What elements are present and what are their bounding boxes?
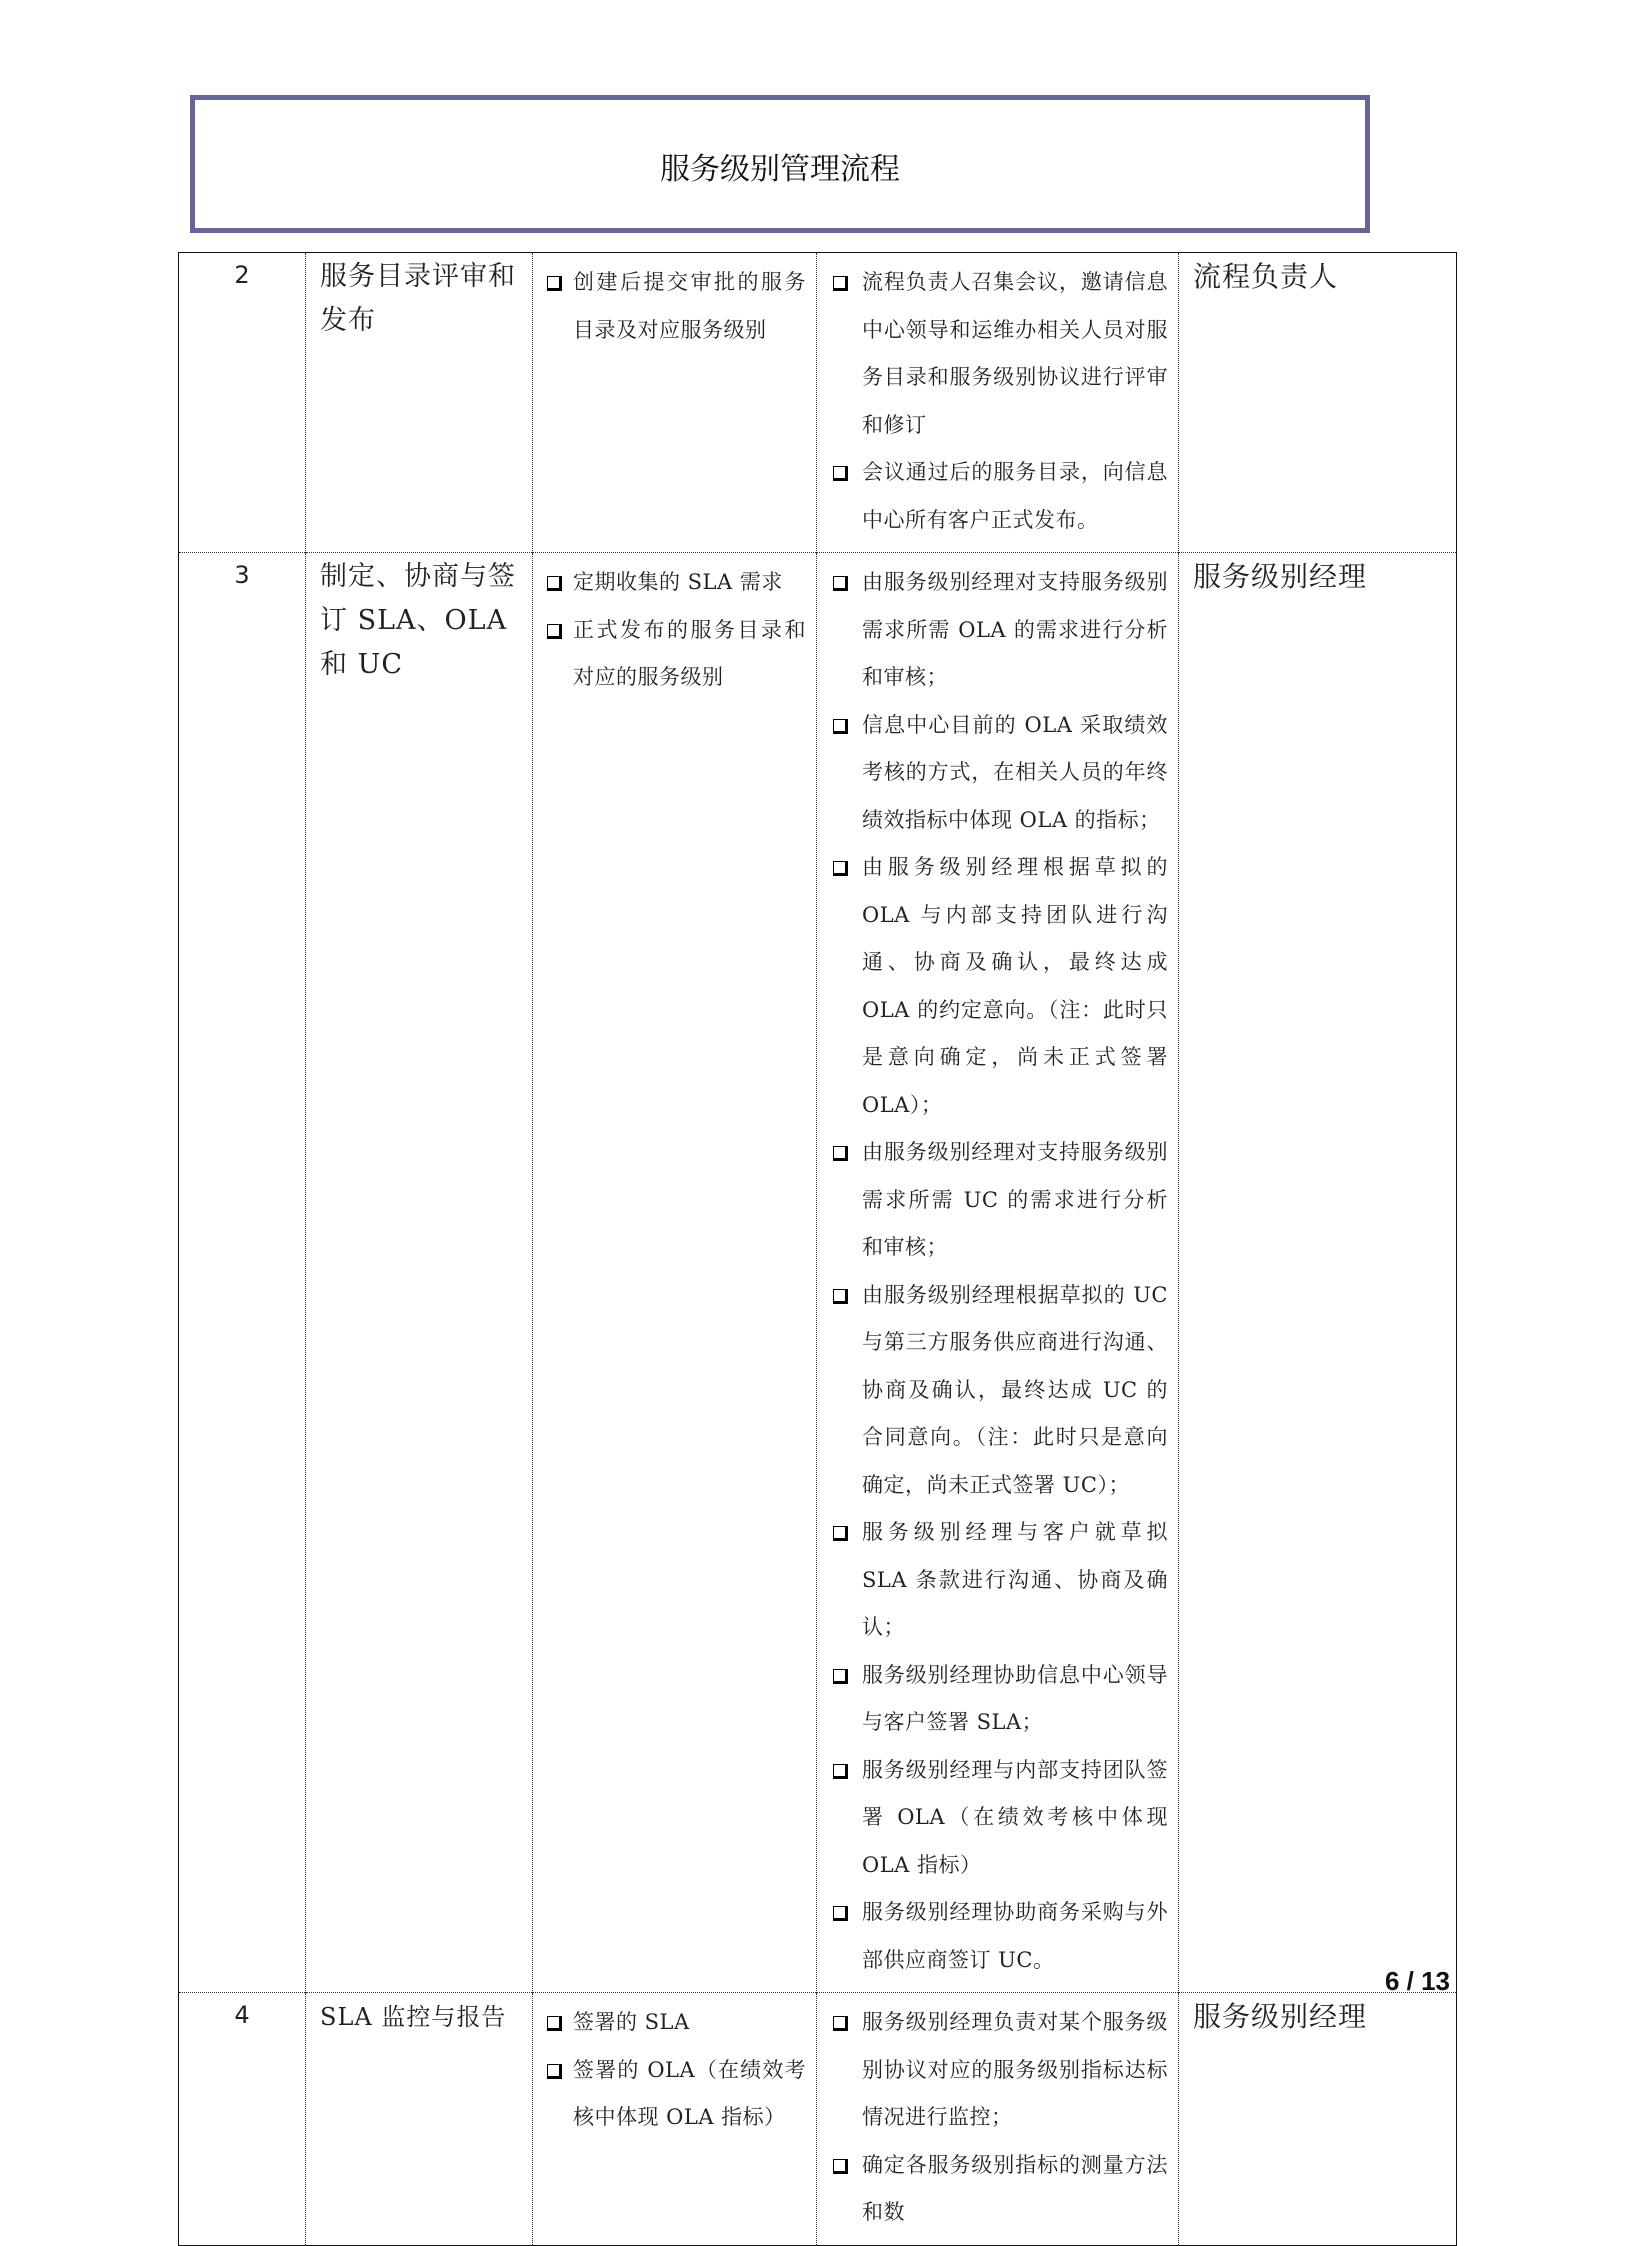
checkbox-bullet-icon bbox=[833, 1146, 848, 1161]
list-item bbox=[817, 1509, 1168, 1652]
item-text: 签署的 OLA（在绩效考核中体现 OLA 指标） bbox=[573, 2057, 806, 2129]
inputs-cell bbox=[533, 553, 817, 1993]
checkbox-bullet-icon bbox=[547, 276, 562, 291]
list-item bbox=[817, 844, 1168, 1129]
document-title-box bbox=[190, 95, 1370, 233]
step-name: 服务目录评审和发布 bbox=[320, 261, 516, 336]
step-name-cell bbox=[306, 253, 533, 553]
item-text: 服务级别经理与内部支持团队签署 OLA（在绩效考核中体现 OLA 指标） bbox=[862, 1757, 1168, 1877]
activities-cell bbox=[817, 1993, 1179, 2246]
checkbox-bullet-icon bbox=[547, 2016, 562, 2031]
item-text: 流程负责人召集会议，邀请信息中心领导和运维办相关人员对服务目录和服务级别协议进行评审和修订 bbox=[862, 270, 1168, 437]
inputs-cell bbox=[533, 253, 817, 553]
activities-cell bbox=[817, 553, 1179, 1993]
list-item bbox=[817, 2142, 1168, 2237]
item-text: 定期收集的 SLA 需求 bbox=[573, 570, 783, 594]
list-item bbox=[817, 1999, 1168, 2142]
table-row bbox=[179, 553, 1457, 1993]
list-item bbox=[817, 259, 1168, 449]
checkbox-bullet-icon bbox=[833, 1764, 848, 1779]
checkbox-bullet-icon bbox=[833, 1289, 848, 1304]
item-text: 由服务级别经理对支持服务级别需求所需 OLA 的需求进行分析和审核； bbox=[862, 570, 1168, 689]
list-item bbox=[533, 259, 806, 354]
list-item bbox=[817, 702, 1168, 845]
owner: 服务级别经理 bbox=[1193, 560, 1368, 593]
step-number-cell bbox=[179, 1993, 306, 2246]
owner-cell bbox=[1179, 553, 1457, 1993]
checkbox-bullet-icon bbox=[833, 466, 848, 481]
checkbox-bullet-icon bbox=[833, 719, 848, 734]
item-text: 服务级别经理协助商务采购与外部供应商签订 UC。 bbox=[862, 1900, 1168, 1972]
owner: 流程负责人 bbox=[1193, 260, 1339, 293]
table-row bbox=[179, 253, 1457, 553]
item-text: 服务级别经理与客户就草拟 SLA 条款进行沟通、协商及确认； bbox=[862, 1520, 1168, 1639]
page-number: 6 / 13 bbox=[1384, 1966, 1450, 1996]
list-item bbox=[817, 449, 1168, 544]
step-name: 制定、协商与签订 SLA、OLA 和 UC bbox=[320, 561, 516, 680]
item-text: 由服务级别经理对支持服务级别需求所需 UC 的需求进行分析和审核； bbox=[862, 1140, 1168, 1259]
list-item bbox=[533, 1999, 806, 2047]
list-item bbox=[817, 1652, 1168, 1747]
owner-cell bbox=[1179, 253, 1457, 553]
list-item bbox=[817, 1747, 1168, 1890]
item-text: 正式发布的服务目录和对应的服务级别 bbox=[573, 617, 806, 689]
checkbox-bullet-icon bbox=[833, 1906, 848, 1921]
table-row bbox=[179, 1993, 1457, 2246]
list-item bbox=[817, 1889, 1168, 1984]
list-item bbox=[533, 607, 806, 702]
checkbox-bullet-icon bbox=[547, 624, 562, 639]
checkbox-bullet-icon bbox=[833, 861, 848, 876]
step-number-cell bbox=[179, 553, 306, 1993]
document-title: 服务级别管理流程 bbox=[660, 152, 900, 187]
step-number: 4 bbox=[234, 2001, 250, 2029]
checkbox-bullet-icon bbox=[833, 1526, 848, 1541]
item-text: 服务级别经理负责对某个服务级别协议对应的服务级别指标达标情况进行监控； bbox=[862, 2010, 1168, 2129]
activities-cell bbox=[817, 253, 1179, 553]
item-text: 信息中心目前的 OLA 采取绩效考核的方式，在相关人员的年终绩效指标中体现 OLA 的指标； bbox=[862, 712, 1168, 832]
list-item bbox=[817, 1129, 1168, 1272]
item-text: 签署的 SLA bbox=[573, 2010, 690, 2034]
item-text: 由服务级别经理根据草拟的 OLA 与内部支持团队进行沟通、协商及确认，最终达成 OLA 的约定意向。（注：此时只是意向确定，尚未正式签署 OLA）； bbox=[862, 855, 1168, 1117]
checkbox-bullet-icon bbox=[833, 276, 848, 291]
checkbox-bullet-icon bbox=[547, 2064, 562, 2079]
step-number-cell bbox=[179, 253, 306, 553]
checkbox-bullet-icon bbox=[833, 2159, 848, 2174]
item-text: 由服务级别经理根据草拟的 UC 与第三方服务供应商进行沟通、协商及确认，最终达成 UC 的合同意向。（注：此时只是意向确定，尚未正式签署 UC）； bbox=[862, 1282, 1168, 1497]
step-name-cell bbox=[306, 553, 533, 1993]
checkbox-bullet-icon bbox=[833, 2016, 848, 2031]
step-name-cell bbox=[306, 1993, 533, 2246]
step-number: 3 bbox=[234, 561, 250, 589]
item-text: 创建后提交审批的服务目录及对应服务级别 bbox=[573, 270, 806, 342]
checkbox-bullet-icon bbox=[547, 576, 562, 591]
checkbox-bullet-icon bbox=[833, 1669, 848, 1684]
item-text: 服务级别经理协助信息中心领导与客户签署 SLA； bbox=[862, 1662, 1168, 1734]
owner: 服务级别经理 bbox=[1193, 2000, 1368, 2033]
list-item bbox=[533, 2047, 806, 2142]
list-item bbox=[817, 559, 1168, 702]
inputs-cell bbox=[533, 1993, 817, 2246]
step-number: 2 bbox=[234, 261, 250, 289]
item-text: 会议通过后的服务目录，向信息中心所有客户正式发布。 bbox=[862, 460, 1168, 532]
list-item bbox=[533, 559, 806, 607]
step-name: SLA 监控与报告 bbox=[320, 2003, 507, 2031]
item-text: 确定各服务级别指标的测量方法和数 bbox=[862, 2152, 1168, 2224]
owner-cell bbox=[1179, 1993, 1457, 2246]
checkbox-bullet-icon bbox=[833, 576, 848, 591]
list-item bbox=[817, 1272, 1168, 1510]
process-table bbox=[178, 252, 1457, 2246]
